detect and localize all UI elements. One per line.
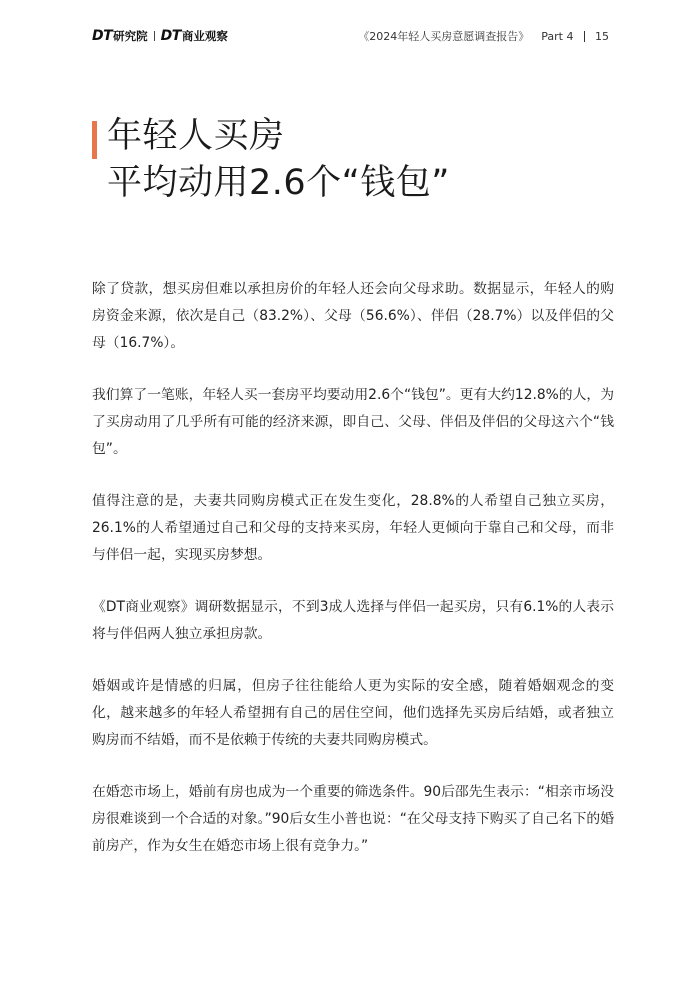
paragraph: 值得注意的是，夫妻共同购房模式正在发生变化，28.8%的人希望自己独立买房，26.1%的人希望通过自己和父母的支持来买房，年轻人更倾向于靠自己和父母，而非与伴侣一起，实现买房梦想。 [92,493,614,563]
title-line-1: 年轻人买房 [107,116,285,156]
brand-divider [154,31,155,41]
header-divider [584,31,586,42]
title-lines [107,113,450,207]
dt-business-logo-mark: DT [160,28,181,44]
report-title: 《2024年轻人买房意愿调查报告》 [358,30,530,43]
paragraph: 在婚恋市场上，婚前有房也成为一个重要的筛选条件。90后邵先生表示：“相亲市场没房很难谈到一个合适的对象。”90后女生小普也说：“在父母支持下购买了自己名下的婚前房产，作为女生在婚恋市场上很有竞争力。” [92,784,614,854]
title-line-2: 平均动用2.6个“钱包” [107,163,450,203]
body-text [92,276,614,885]
part-label: Part 4 [541,29,574,43]
report-info [358,28,609,44]
dt-research-logo-name: 研究院 [113,29,148,43]
dt-business-logo-name: 商业观察 [181,29,228,43]
paragraph: 婚姻或许是情感的归属，但房子往往能给人更为实际的安全感，随着婚姻观念的变化，越来越多的年轻人希望拥有自己的居住空间，他们选择先买房后结婚，或者独立购房而不结婚，而不是依赖于传统的夫妻共同购房模式。 [92,678,614,748]
paragraph: 我们算了一笔账，年轻人买一套房平均要动用2.6个“钱包”。更有大约12.8%的人，为了买房动用了几乎所有可能的经济来源，即自己、父母、伴侣及伴侣的父母这六个“钱包”。 [92,387,614,457]
section-title [92,113,450,207]
page-header [92,26,609,46]
page-number: 15 [595,29,609,43]
paragraph: 除了贷款，想买房但难以承担房价的年轻人还会向父母求助。数据显示，年轻人的购房资金来源，依次是自己（83.2%）、父母（56.6%）、伴侣（28.7%）以及伴侣的父母（16.7%）。 [92,281,614,351]
title-accent-bar [92,121,97,159]
brand-logos [92,28,228,44]
paragraph: 《DT商业观察》调研数据显示，不到3成人选择与伴侣一起买房，只有6.1%的人表示将与伴侣两人独立承担房款。 [92,599,614,642]
dt-research-logo-mark: DT [92,28,113,44]
